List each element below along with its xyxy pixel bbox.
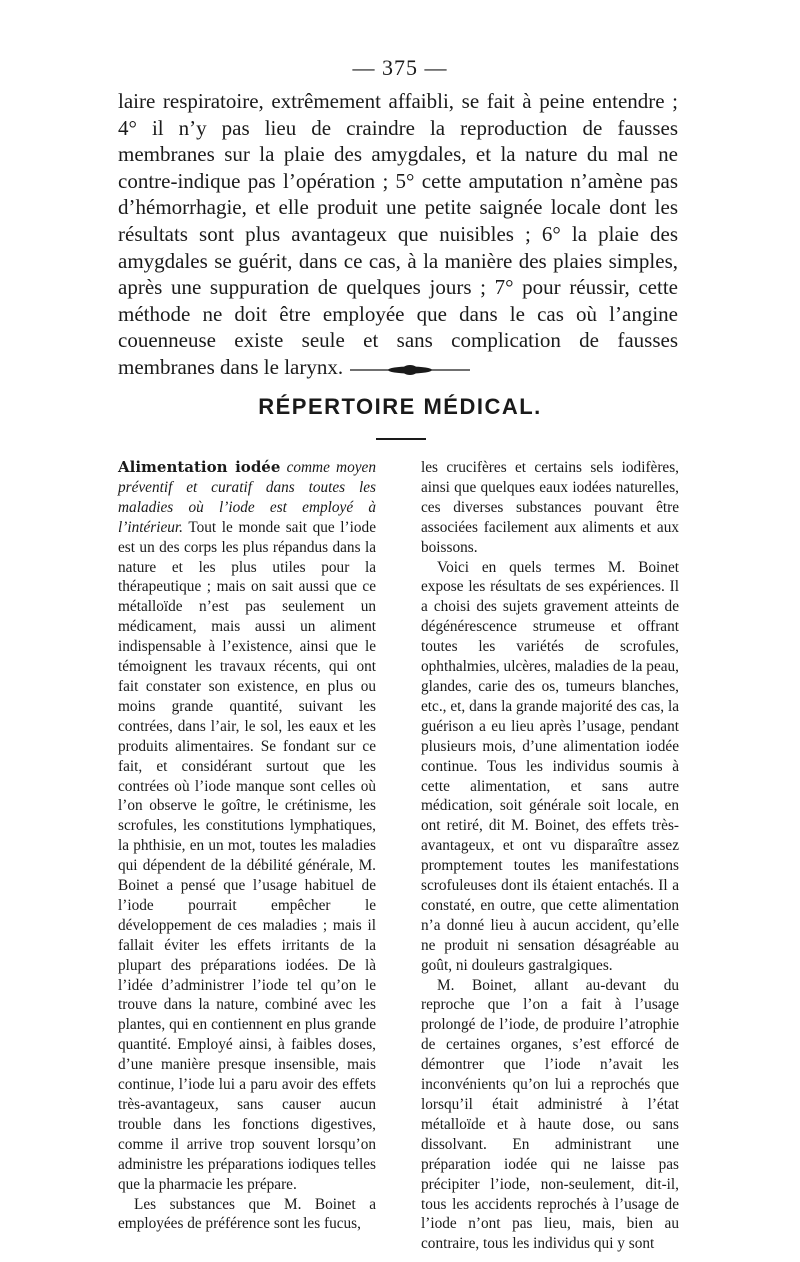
intro-paragraph: laire respiratoire, extrêmement affaibli, se fait à peine entendre ; 4° il n’y pas lieu de craindre la reproduction de fausses membranes sur la plaie des amygdales, et la nature du mal ne contre-indique pas l’opération ; 5° cette amputation n’amène pas d’hémorrhagie, et elle produit une petite saignée locale dont les résultats sont plus avantageux que nuisibles ; 6° la plaie des amygdales se guérit, dans ce cas, à la manière des plaies simples, après une suppuration de quelques jours ; 7° pour réussir, cette méthode ne doit être employée que dans le cas où l’angine couenneuse existe seule et sans complication de fausses membranes dans le larynx.: [118, 89, 678, 379]
page-number: — 375 —: [352, 55, 448, 80]
article-lead-body: Tout le monde sait que l’iode est un des corps les plus répandus dans la nature et les plus utiles pour la thérapeutique ; mais on sait aussi que ce métalloïde n’est pas seulement un médicament, mais aussi un aliment indispensable à l’existence, ainsi que le témoignent les travaux récents, qui ont fait constater son existence, en plus ou moins grande quantité, suivant les contrées, dans l’air, le sol, les eaux et les produits alimentaires. Se fondant sur ce fait, et considérant surtout que les contrées où l’iode manque sont celles où l’on observe le goître, le crétinisme, les scrofules, les constitutions lymphatiques, la phthisie, en un mot, toutes les maladies qui dépendent de la débilité générale, M. Boinet a pensé que l’usage habituel de l’iode pourrait empêcher le développement de ces maladies ; mais il fallait éviter les effets irritants de la plupart des préparations iodées. De là l’idée d’administrer l’iode tel qu’on le trouve dans la nature, combiné avec les plantes, qui en contiennent en plus grande quantité. Employé ainsi, à faibles doses, d’une manière presque insensible, mais continue, l’iode lui a paru avoir des effets très-avantageux, sans causer aucun trouble dans les fonctions digestives, comme il arrive trop souvent lorsqu’on administre les préparations iodiques telles que la pharmacie les prépare.: [118, 518, 376, 1193]
ornament-divider-icon: [350, 364, 470, 376]
article-paragraph: Les substances que M. Boinet a employées de préférence sont les fucus,: [118, 1195, 376, 1233]
title-rule: [376, 438, 426, 440]
section-title: RÉPERTOIRE MÉDICAL.: [258, 394, 542, 419]
article-paragraph: Voici en quels termes M. Boinet expose les résultats de ses expériences. Il a choisi des sujets gravement atteints de dégénérescence strumeuse et offrant toutes les variétés de scrofules, ophthalmies, ulcères, maladies de la peau, glandes, carie des os, tumeurs blanches, etc., et, dans la grande majorité des cas, la guérison a eu lieu après l’usage, pendant plusieurs mois, d’une alimentation iodée continue. Tous les individus soumis à cette alimentation, et sans autre médication, soit générale soit locale, en ont retiré, dit M. Boinet, des effets très-avantageux, et ont vu disparaître assez promptement toutes les manifestations scrofuleuses dont ils étaient entachés. Il a constaté, en outre, que cette alimentation n’a donné lieu à aucun accident, qu’elle ne produit ni sensation désagréable au goût, ni douleurs gastralgiques.: [421, 558, 679, 974]
article-paragraph: les crucifères et certains sels iodifères, ainsi que quelques eaux iodées naturelles, ces diverses substances pouvant être associées facilement aux aliments et aux boissons.: [421, 459, 679, 556]
left-column: [118, 458, 376, 1234]
article-paragraph: M. Boinet, allant au-devant du reproche que l’on a fait à l’usage prolongé de l’iode, de produire l’atrophie de certaines organes, s’est efforcé de démontrer que l’iode n’avait les inconvénients qu’on lui a reprochés que lorsqu’il était administré à l’état métalloïde et à haute dose, ou sans dissolvant. En administrant une préparation iodée qui ne laisse pas précipiter l’iode, non-seulement, dit-il, tous les accidents reprochés à l’usage de l’iode n’ont pas lieu, mais, bien au contraire, tous les individus qui y sont: [421, 976, 679, 1253]
article-lead-italic: comme moyen préventif et curatif dans toutes les maladies où l’iode est employé à l’intérieur.: [118, 459, 376, 536]
article-lead-title: Alimentation iodée: [118, 458, 281, 476]
right-column: [421, 458, 679, 1254]
article-lead-paragraph: [118, 458, 376, 1195]
